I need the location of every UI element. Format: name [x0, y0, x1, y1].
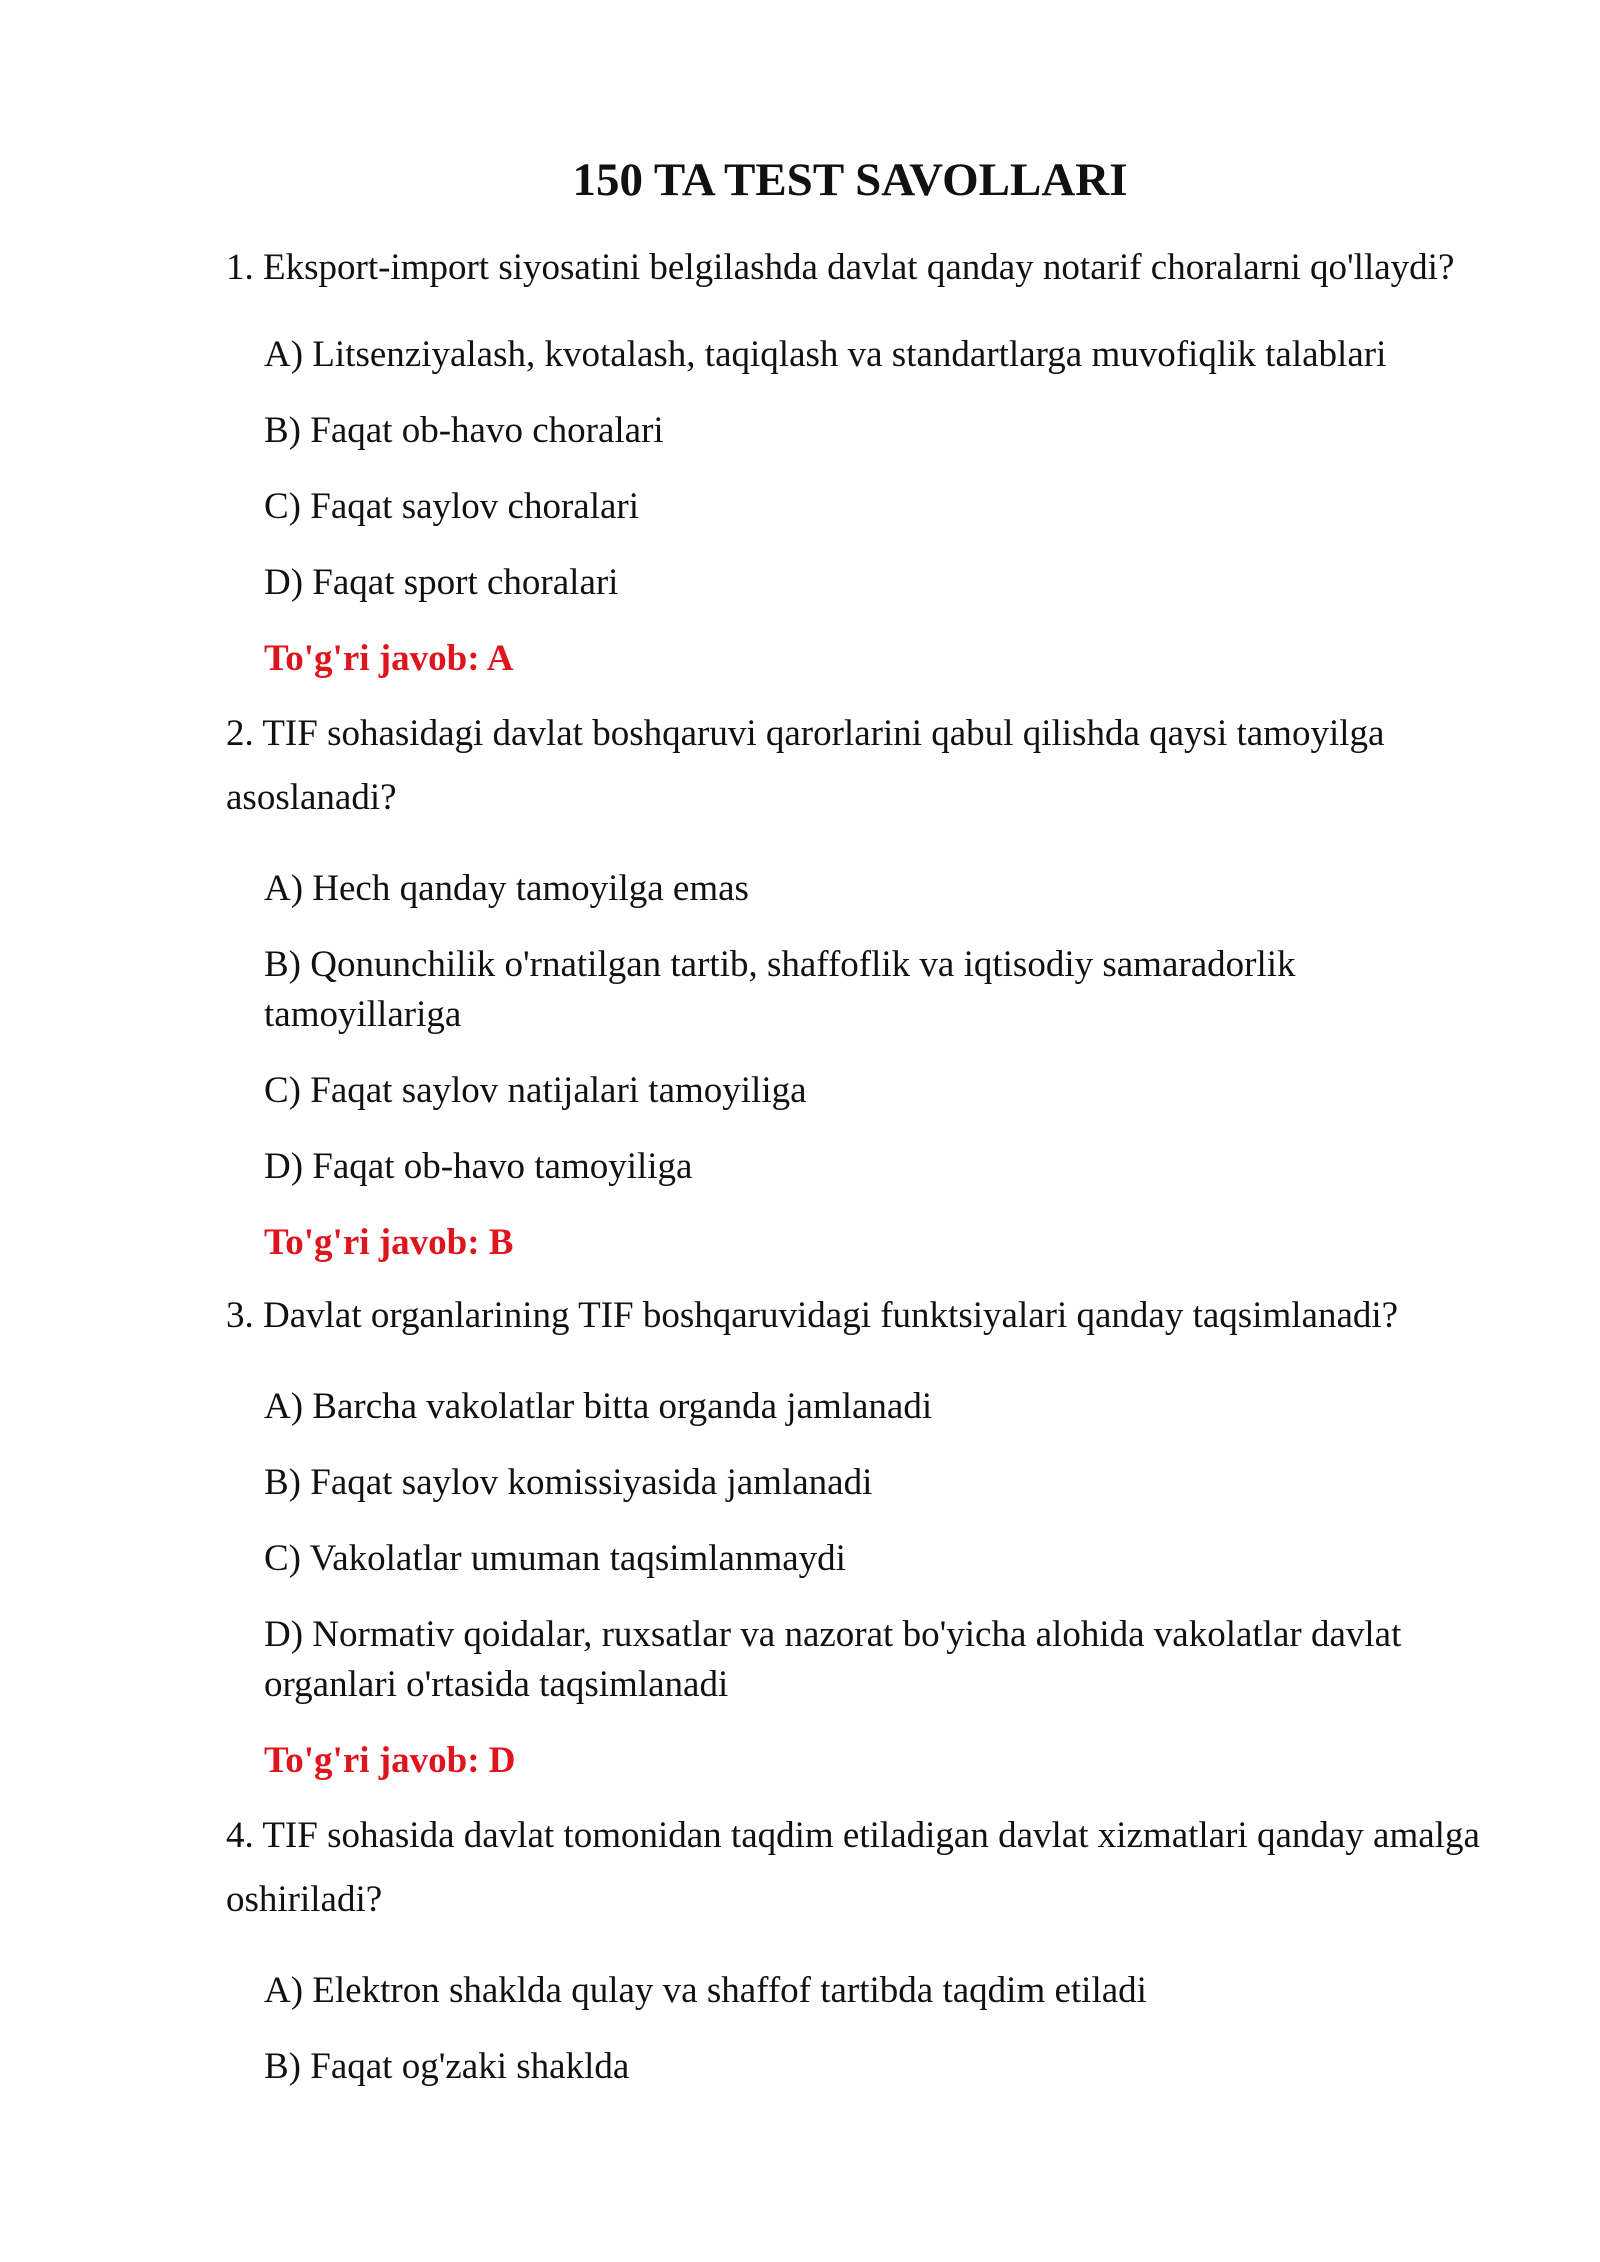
question-3-option-a: A) Barcha vakolatlar bitta organda jamlanadi [264, 1386, 933, 1427]
question-1-text: 1. Eksport-import siyosatini belgilashda davlat qanday notarif choralarni qo'llaydi? [226, 247, 1455, 288]
question-3-option-d: D) Normativ qoidalar, ruxsatlar va nazorat bo'yicha alohida vakolatlar davlat organlari o'rtasida taqsimlanadi [264, 1614, 1402, 1705]
question-3-option-b: B) Faqat saylov komissiyasida jamlanadi [264, 1462, 873, 1503]
question-3-text: 3. Davlat organlarining TIF boshqaruvidagi funktsiyalari qanday taqsimlanadi? [226, 1295, 1399, 1336]
question-4-option-b: B) Faqat og'zaki shaklda [264, 2046, 630, 2087]
question-4-option-a: A) Elektron shaklda qulay va shaffof tartibda taqdim etiladi [264, 1970, 1147, 2011]
question-3-answer: To'g'ri javob: D [264, 1740, 516, 1781]
question-1-option-d: D) Faqat sport choralari [264, 562, 619, 603]
question-1-option-c: C) Faqat saylov choralari [264, 486, 640, 527]
question-2-option-b: B) Qonunchilik o'rnatilgan tartib, shaffoflik va iqtisodiy samaradorlik tamoyillariga [264, 944, 1296, 1035]
question-4-text: 4. TIF sohasida davlat tomonidan taqdim etiladigan davlat xizmatlari qanday amalga oshiriladi? [226, 1815, 1480, 1920]
question-1-option-a: A) Litsenziyalash, kvotalash, taqiqlash va standartlarga muvofiqlik talablari [264, 334, 1387, 375]
question-2-text: 2. TIF sohasidagi davlat boshqaruvi qarorlarini qabul qilishda qaysi tamoyilga asoslanadi? [226, 713, 1385, 818]
question-2-option-d: D) Faqat ob-havo tamoyiliga [264, 1146, 693, 1187]
question-3-option-c: C) Vakolatlar umuman taqsimlanmaydi [264, 1538, 846, 1579]
question-2-answer: To'g'ri javob: B [264, 1222, 514, 1263]
question-1-option-b: B) Faqat ob-havo choralari [264, 410, 664, 451]
question-1-answer: To'g'ri javob: A [264, 638, 514, 679]
document-title: 150 TA TEST SAVOLLARI [572, 154, 1128, 206]
question-2-option-c: C) Faqat saylov natijalari tamoyiliga [264, 1070, 807, 1111]
question-2-option-a: A) Hech qanday tamoyilga emas [264, 868, 749, 909]
